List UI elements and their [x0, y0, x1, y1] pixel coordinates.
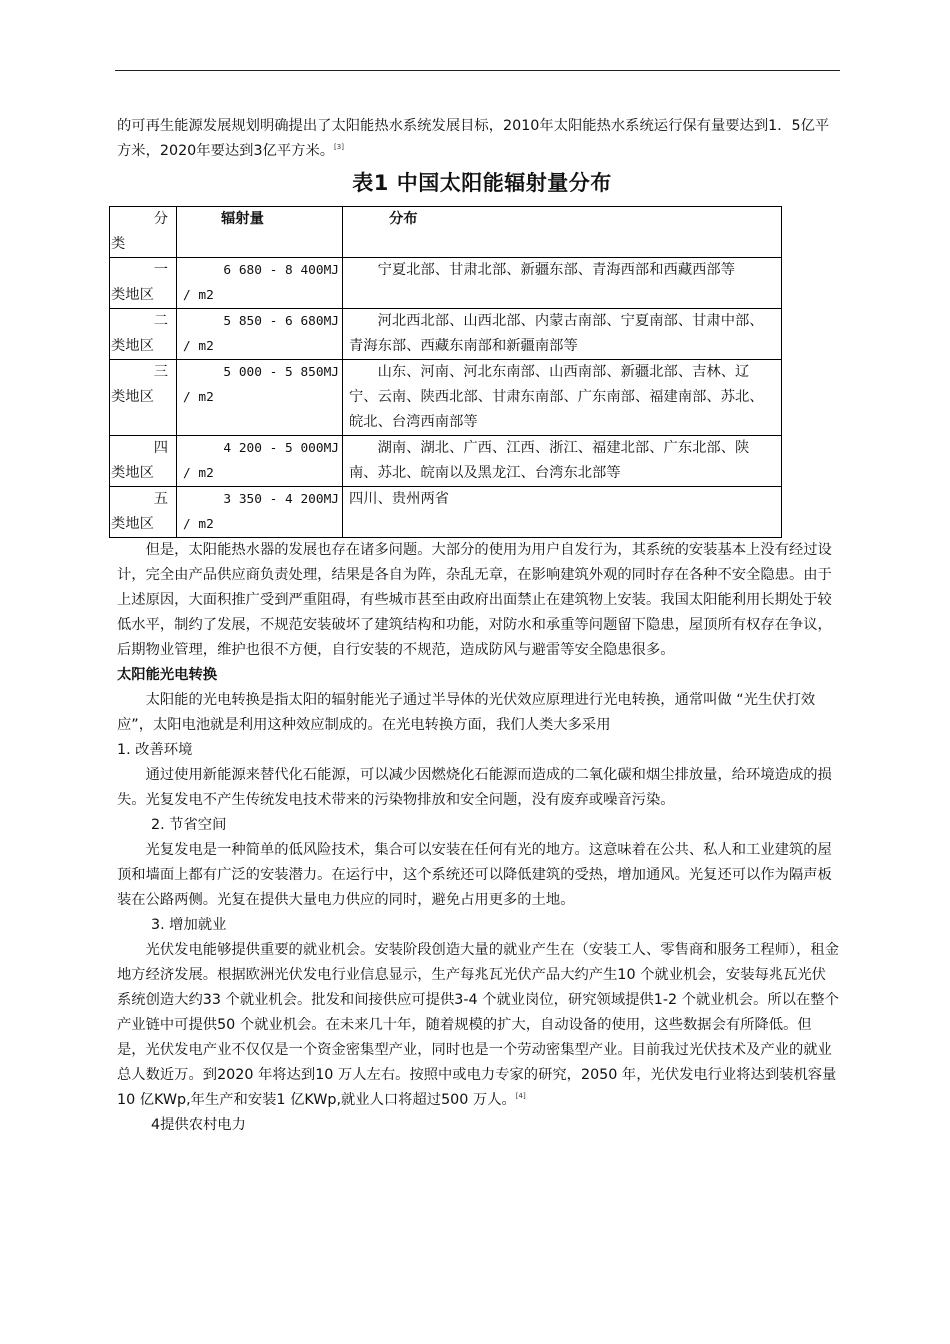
- header-category-bottom: 类: [111, 236, 126, 252]
- row-radiation-range: 5 000 - 5 850MJ: [223, 365, 339, 380]
- row-radiation-unit: / m2: [183, 339, 214, 354]
- row-radiation-unit: / m2: [183, 466, 214, 481]
- row-radiation-range: 4 200 - 5 000MJ: [223, 441, 339, 456]
- table-title: 表1 中国太阳能辐射量分布: [352, 171, 612, 195]
- item3-heading: 3. 增加就业: [151, 917, 227, 933]
- row-category-suffix: 类地区: [111, 516, 154, 532]
- row-category-number: 二: [153, 313, 168, 329]
- table-row: [110, 487, 782, 538]
- row-category-number: 五: [153, 491, 168, 507]
- item2-heading: 2. 节省空间: [151, 817, 227, 833]
- row-category-suffix: 类地区: [111, 338, 154, 354]
- citation-3: [3]: [334, 143, 344, 152]
- header-category-top: 分: [153, 211, 168, 227]
- table-header-row: [110, 207, 782, 258]
- row-distribution: 河北西北部、山西北部、内蒙古南部、宁夏南部、甘肃中部、青海东部、西藏东南部和新疆南部等: [343, 309, 782, 360]
- pv-paragraph: 太阳能的光电转换是指太阳的辐射能光子通过半导体的光伏效应原理进行光电转换，通常叫做 “光生伏打效应”，太阳电池就是利用这种效应制成的。在光电转换方面，我们人类大多采用: [117, 692, 816, 733]
- row-distribution: 湖南、湖北、广西、江西、浙江、福建北部、广东北部、陕南、苏北、皖南以及黑龙江、台湾东北部等: [343, 436, 782, 487]
- row-category-suffix: 类地区: [111, 465, 154, 481]
- header-radiation: 辐射量: [221, 211, 264, 227]
- document-page: [111, 114, 839, 1138]
- citation-4: [4]: [515, 1092, 526, 1101]
- item4-heading: 4提供农村电力: [151, 1117, 246, 1133]
- row-category-number: 三: [153, 364, 168, 380]
- item3-paragraph: 光伏发电能够提供重要的就业机会。安装阶段创造大量的就业产生在（安装工人、零售商和服务工程师），租金地方经济发展。根据欧洲光伏发电行业信息显示，生产每兆瓦光伏产品大约产生10 个就业机会，安装每兆瓦光伏系统创造大约33 个就业机会。批发和间接供应可提供3-4 个就业岗位，研究领域提供1-2 个就业机会。所以在整个产业链中可提供50 个就业机会。在未来几十年，随着规模的扩大，自动设备的使用，这些数据会有所降低。但是，光伏发电产业不仅仅是一个资金密集型产业，同时也是一个劳动密集型产业。目前我过光伏技术及产业的就业总人数近万。到2020 年将达到10 万人左右。按照中或电力专家的研究，2050 年，光伏发电行业将达到装机容量10 亿KWp,年生产和安装1 亿KWp,就业人口将超过500 万人。[4]: [117, 942, 839, 1108]
- row-category-suffix: 类地区: [111, 389, 154, 405]
- section-heading-pv: 太阳能光电转换: [117, 667, 218, 683]
- row-radiation-unit: / m2: [183, 517, 214, 532]
- table-row: [110, 360, 782, 436]
- table-row: [110, 258, 782, 309]
- row-category-number: 四: [153, 440, 168, 456]
- item2-paragraph: 光复发电是一种简单的低风险技术，集合可以安装在任何有光的地方。这意味着在公共、私人和工业建筑的屋顶和墙面上都有广泛的安装潜力。在运行中，这个系统还可以降低建筑的受热，增加通风。光复还可以作为隔声板装在公路两侧。光复在提供大量电力供应的同时，避免占用更多的土地。: [117, 842, 832, 908]
- row-category-number: 一: [153, 262, 168, 278]
- intro-paragraph: 的可再生能源发展规划明确提出了太阳能热水系统发展目标，2010年太阳能热水系统运行保有量要达到1．5亿平方米，2020年要达到3亿平方米。[3]: [117, 118, 830, 159]
- row-category-suffix: 类地区: [111, 287, 154, 303]
- table-row: [110, 309, 782, 360]
- problems-paragraph: 但是，太阳能热水器的发展也存在诸多问题。大部分的使用为用户自发行为，其系统的安装基本上没有经过设计，完全由产品供应商负责处理，结果是各自为阵，杂乱无章，在影响建筑外观的同时存在各种不安全隐患。由于上述原因，大面积推广受到严重阻碍，有些城市甚至由政府出面禁止在建筑物上安装。我国太阳能利用长期处于较低水平，制约了发展，不规范安装破坏了建筑结构和功能，对防水和承重等问题留下隐患，屋顶所有权存在争议，后期物业管理，维护也很不方便，自行安装的不规范，造成防风与避雷等安全隐患很多。: [117, 542, 832, 658]
- radiation-table: [109, 206, 782, 538]
- row-distribution: 宁夏北部、甘肃北部、新疆东部、青海西部和西藏西部等: [343, 258, 782, 309]
- row-radiation-range: 5 850 - 6 680MJ: [223, 314, 339, 329]
- row-distribution: 山东、河南、河北东南部、山西南部、新疆北部、吉林、辽宁、云南、陕西北部、甘肃东南部、广东南部、福建南部、苏北、皖北、台湾西南部等: [343, 360, 782, 436]
- item1-heading: 1. 改善环境: [117, 742, 193, 758]
- item1-paragraph: 通过使用新能源来替代化石能源，可以减少因燃烧化石能源而造成的二氧化碳和烟尘排放量，给环境造成的损失。光复发电不产生传统发电技术带来的污染物排放和安全问题，没有废弃或噪音污染。: [117, 767, 832, 808]
- header-rule: [115, 70, 840, 71]
- row-radiation-range: 6 680 - 8 400MJ: [223, 263, 339, 278]
- row-radiation-unit: / m2: [183, 288, 214, 303]
- table-row: [110, 436, 782, 487]
- row-radiation-unit: / m2: [183, 390, 214, 405]
- row-distribution: 四川、贵州两省: [343, 487, 782, 538]
- row-radiation-range: 3 350 - 4 200MJ: [223, 492, 339, 507]
- header-distribution: 分布: [389, 211, 418, 227]
